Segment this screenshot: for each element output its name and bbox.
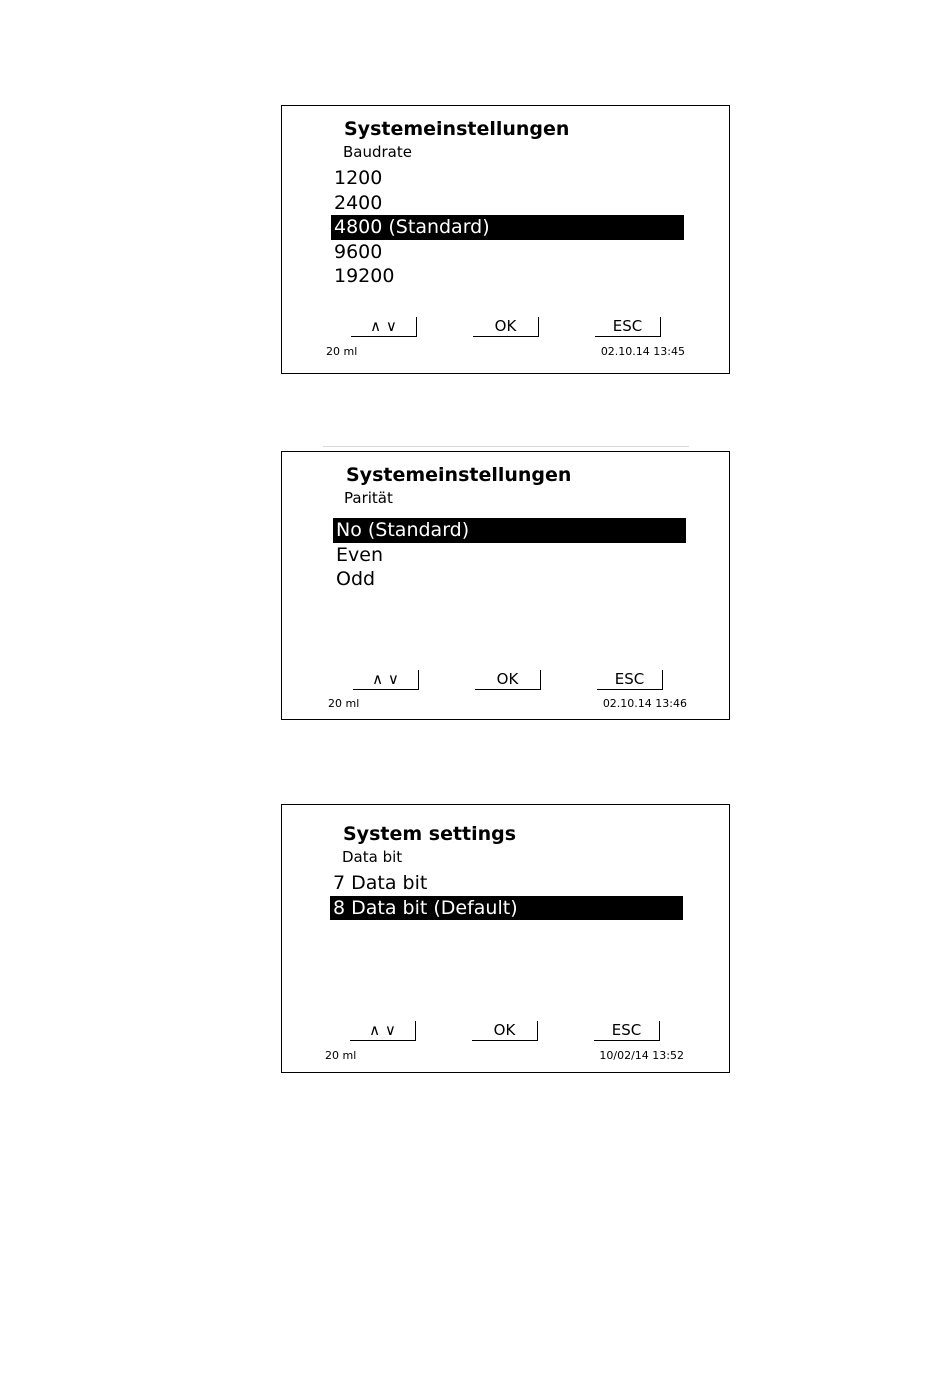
screen-subtitle: Baudrate <box>343 143 412 161</box>
option-7-data-bit[interactable]: 7 Data bit <box>333 872 428 894</box>
esc-button[interactable]: ESC <box>597 670 663 690</box>
datetime-readout: 02.10.14 13:46 <box>602 697 687 710</box>
option-4800-selected[interactable]: 4800 (Standard) <box>331 215 684 240</box>
esc-button[interactable]: ESC <box>595 317 661 337</box>
option-list <box>330 871 683 920</box>
ok-button[interactable]: OK <box>472 1021 538 1041</box>
up-down-button[interactable]: ∧ ∨ <box>351 317 417 337</box>
data-bit-screen <box>281 804 730 1073</box>
screen-subtitle: Data bit <box>342 848 403 866</box>
option-list <box>331 166 684 289</box>
option-8-data-bit-selected[interactable]: 8 Data bit (Default) <box>330 896 683 921</box>
option-odd[interactable]: Odd <box>336 568 376 590</box>
datetime-readout: 10/02/14 13:52 <box>599 1049 684 1062</box>
option-2400[interactable]: 2400 <box>334 191 383 214</box>
option-list <box>333 518 686 592</box>
ok-button[interactable]: OK <box>473 317 539 337</box>
screen-title: Systemeinstellungen <box>344 118 570 140</box>
screen-title: Systemeinstellungen <box>346 464 572 486</box>
screen-title: System settings <box>343 823 517 845</box>
volume-readout: 20 ml <box>325 1049 357 1062</box>
parity-screen <box>281 451 730 720</box>
volume-readout: 20 ml <box>328 697 360 710</box>
option-19200[interactable]: 19200 <box>334 265 395 287</box>
screen-subtitle: Parität <box>344 489 393 507</box>
divider <box>323 446 689 447</box>
option-no-selected[interactable]: No (Standard) <box>333 518 686 543</box>
volume-readout: 20 ml <box>326 345 358 358</box>
ok-button[interactable]: OK <box>475 670 541 690</box>
datetime-readout: 02.10.14 13:45 <box>600 345 685 358</box>
option-9600[interactable]: 9600 <box>334 240 383 263</box>
baudrate-screen <box>281 105 730 374</box>
esc-button[interactable]: ESC <box>594 1021 660 1041</box>
option-1200[interactable]: 1200 <box>334 167 383 189</box>
up-down-button[interactable]: ∧ ∨ <box>350 1021 416 1041</box>
option-even[interactable]: Even <box>336 543 383 566</box>
up-down-button[interactable]: ∧ ∨ <box>353 670 419 690</box>
